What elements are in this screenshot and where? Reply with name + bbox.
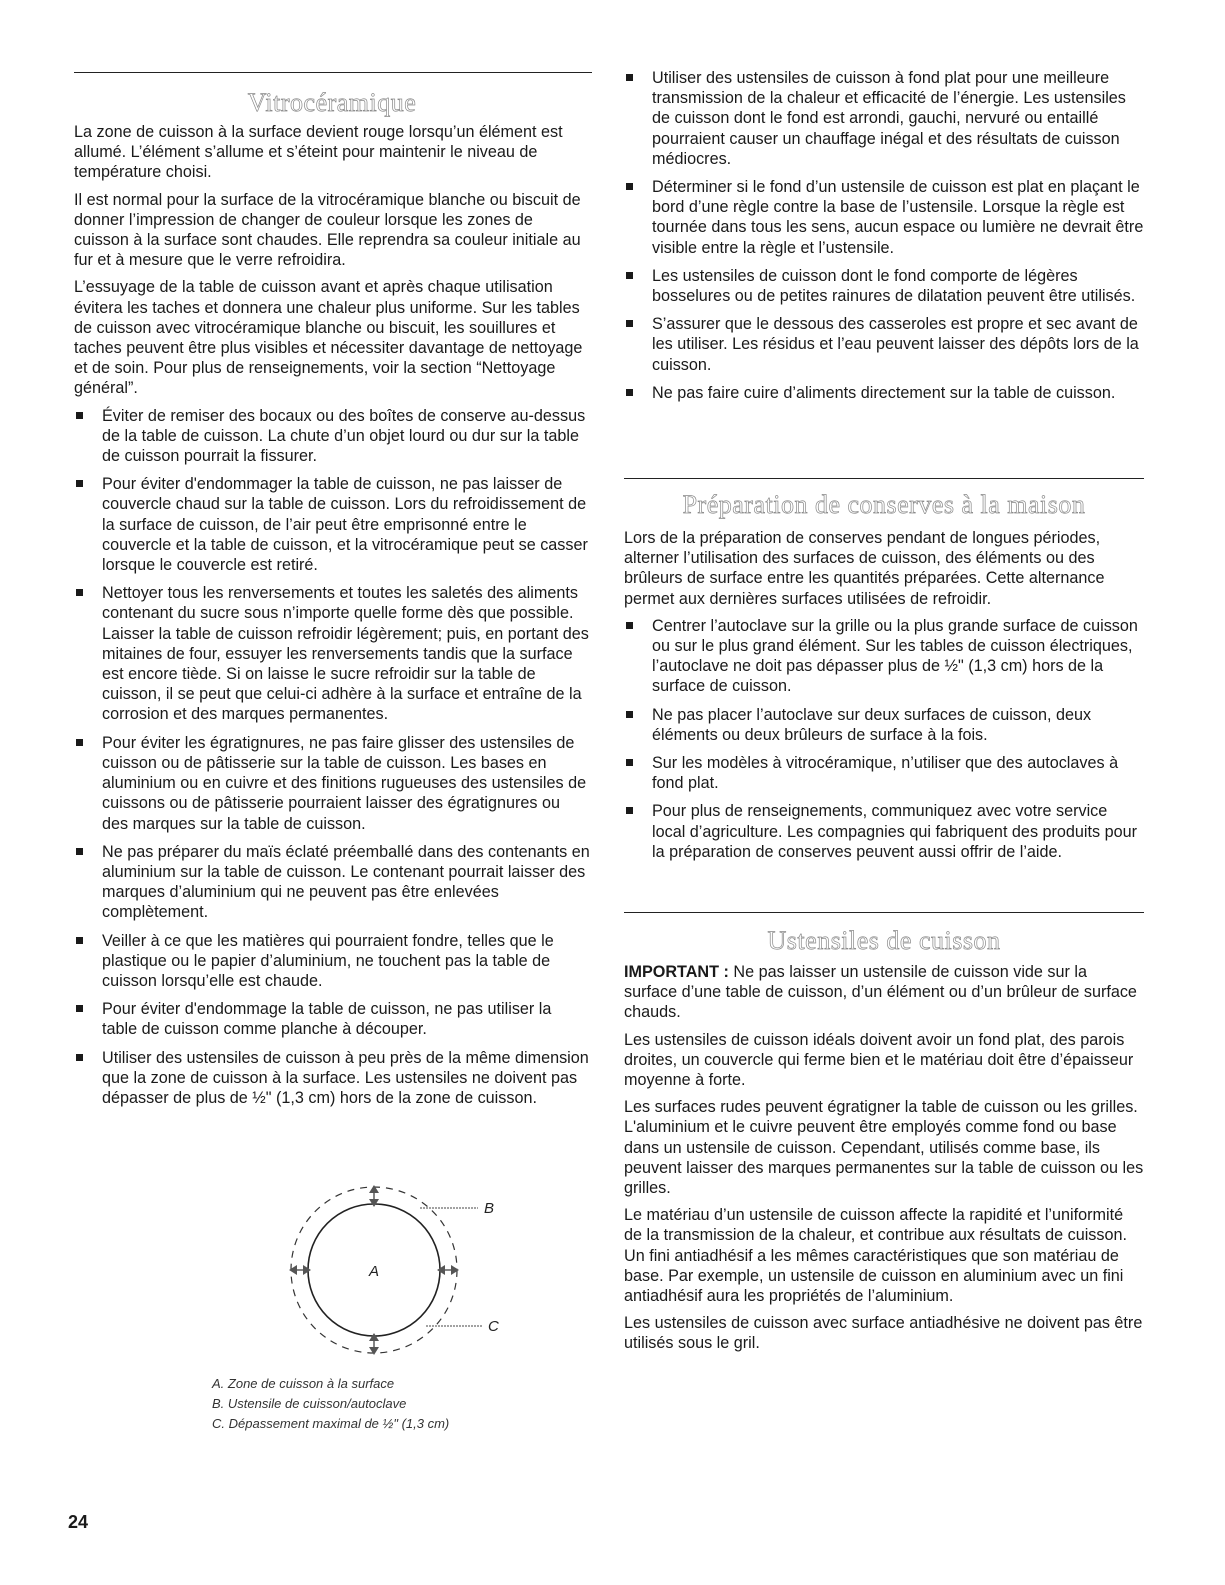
list-item	[624, 801, 1144, 862]
list-item-text: Pour éviter d'endommager la table de cuisson, ne pas laisser de couvercle chaud sur la table de cuisson. Lors du refroidissement de la surface de cuisson, de l’air peut être emprisonné entre le couvercle et la table de cuisson, et la vitrocéramique peut se casser lorsque le couvercle est retiré.	[102, 475, 588, 575]
list-item	[624, 753, 1144, 793]
list-item	[74, 474, 590, 575]
list-item-text: Ne pas faire cuire d’aliments directement sur la table de cuisson.	[652, 383, 1116, 402]
list-item-text: Déterminer si le fond d’un ustensile de cuisson est plat en plaçant le bord d’une règle contre la base de l’ustensile. Lorsque la règle est tournée dans tous les sens, aucun espace ou lumière ne devrait être visible entre la règle et l’ustensile.	[652, 178, 1144, 257]
label-a: A	[369, 1263, 380, 1280]
list-item-text: Les ustensiles de cuisson dont le fond comporte de légères bosselures ou de petites rainures de dilatation peuvent être utilisés.	[652, 266, 1136, 306]
cookware-tips-list	[624, 68, 1144, 411]
list-item-text: Nettoyer tous les renversements et toutes les saletés des aliments contenant du sucre sous n’importe quelle forme dès que possible. Laisser la table de cuisson refroidir légèrement; puis, en portant des mitaines de four, essuyer les renversements tandis que la surface est encore tiède. Si on laisse le sucre refroidir sur la table de cuisson, il se peut que celui-ci adhère à la surface et entraîne de la corrosion et des marques permanentes.	[102, 584, 589, 724]
section-heading-ustensiles: Ustensiles de cuisson	[767, 926, 1001, 955]
section-heading-vitroceramique: Vitrocéramique	[247, 88, 417, 117]
caption-line: B. Ustensile de cuisson/autoclave	[212, 1396, 407, 1411]
section-heading-conserves: Préparation de conserves à la maison	[682, 490, 1086, 519]
bullet-icon	[626, 74, 633, 81]
bullet-list	[624, 68, 1144, 403]
important-text: Ne pas laisser un ustensile de cuisson vide sur la surface d’une table de cuisson, d’un élément ou d’un brûleur de surface chauds.	[624, 963, 1137, 1022]
bullet-icon	[626, 807, 633, 814]
list-item	[74, 842, 590, 923]
bullet-icon	[626, 183, 633, 190]
list-item-text: Utiliser des ustensiles de cuisson à fond plat pour une meilleure transmission de la chaleur et efficacité de l’énergie. Les ustensiles de cuisson dont le fond est arrondi, gauchi, nervuré ou entaillé pourraient causer un chauffage inégal et des résultats de cuisson médiocres.	[652, 69, 1126, 168]
section-divider	[624, 478, 1144, 479]
bullet-icon	[76, 1054, 83, 1061]
bullet-icon	[76, 739, 83, 746]
bullet-list	[624, 616, 1144, 862]
bullet-icon	[76, 412, 83, 419]
list-item-text: Centrer l’autoclave sur la grille ou la plus grande surface de cuisson ou sur le plus grand élément. Sur les tables de cuisson électriques, l’autoclave ne doit pas dépasser plus de ½" (1,3 cm) hors de la surface de cuisson.	[652, 616, 1138, 696]
paragraph: Lors de la préparation de conserves pendant de longues périodes, alterner l’utilisation des surfaces de cuisson, des éléments ou des brûleurs de surface entre les quantités préparées. Cette alternance permet aux dernières surfaces utilisées de refroidir.	[624, 529, 1105, 608]
cookware-overhang-diagram	[214, 1180, 534, 1360]
list-item-text: Éviter de remiser des bocaux ou des boîtes de conserve au-dessus de la table de cuisson. La chute d’un objet lourd ou dur sur la table de cuisson pourrait la fissurer.	[102, 406, 586, 466]
bullet-list	[74, 406, 590, 1109]
section-divider	[624, 912, 1144, 913]
list-item	[74, 406, 590, 467]
list-item	[624, 314, 1144, 375]
canning-section	[624, 528, 1144, 870]
list-item	[624, 68, 1144, 169]
bullet-icon	[626, 272, 633, 279]
list-item-text: S’assurer que le dessous des casseroles est propre et sec avant de les utiliser. Les résidus et l’eau peuvent laisser des dépôts lors de la cuisson.	[652, 315, 1139, 374]
list-item-text: Pour éviter les égratignures, ne pas faire glisser des ustensiles de cuisson ou de pâtisserie sur la table de cuisson. Les bases en aluminium ou en cuivre et des finitions rugueuses des ustensiles de cuissons ou de pâtisserie pourraient laisser des égratignures ou des marques sur la table de cuisson.	[102, 733, 587, 833]
bullet-icon	[76, 480, 83, 487]
paragraph: La zone de cuisson à la surface devient rouge lorsqu’un élément est allumé. L’élément s’allume et s’éteint pour maintenir le niveau de température choisi.	[74, 123, 563, 182]
bullet-icon	[76, 848, 83, 855]
list-item-text: Utiliser des ustensiles de cuisson à peu près de la même dimension que la zone de cuisson à la surface. Les ustensiles ne doivent pas dépasser de plus de ½" (1,3 cm) hors de la zone de cuisson.	[102, 1048, 589, 1107]
label-c: C	[488, 1318, 499, 1335]
bullet-icon	[626, 759, 633, 766]
list-item-text: Ne pas préparer du maïs éclaté préemballé dans des contenants en aluminium sur la table de cuisson. Le contenant pourrait laisser des marques d’aluminium qui ne peuvent pas être enlevées complètement.	[102, 842, 590, 922]
bullet-icon	[76, 1005, 83, 1012]
list-item	[624, 705, 1144, 745]
bullet-icon	[76, 937, 83, 944]
label-b: B	[484, 1200, 495, 1217]
list-item-text: Veiller à ce que les matières qui pourraient fondre, telles que le plastique ou le papier d’aluminium, ne touchent pas la table de cuisson lorsqu’elle est chaude.	[102, 931, 554, 990]
list-item	[624, 383, 1144, 403]
diagram-caption	[212, 1374, 449, 1434]
list-item-text: Pour éviter d'endommage la table de cuisson, ne pas utiliser la table de cuisson comme planche à découper.	[102, 1000, 552, 1039]
cookware-section	[624, 962, 1144, 1361]
list-item	[74, 583, 590, 724]
list-item	[74, 999, 590, 1039]
caption-line: A. Zone de cuisson à la surface	[212, 1376, 395, 1391]
list-item	[74, 1048, 590, 1109]
list-item	[624, 266, 1144, 306]
important-note	[624, 962, 1144, 1023]
list-item	[74, 733, 590, 834]
page-number: 24	[68, 1512, 89, 1532]
list-item	[624, 616, 1144, 697]
list-item-text: Sur les modèles à vitrocéramique, n’utiliser que des autoclaves à fond plat.	[652, 754, 1119, 793]
section-divider	[74, 72, 592, 73]
caption-line: C. Dépassement maximal de ½" (1,3 cm)	[212, 1416, 450, 1431]
paragraph: Les ustensiles de cuisson idéals doivent avoir un fond plat, des parois droites, un couvercle qui ferme bien et le matériau doit être d’épaisseur moyenne à forte.	[624, 1030, 1134, 1090]
important-label: IMPORTANT :	[624, 963, 729, 981]
bullet-icon	[626, 622, 633, 629]
paragraph: Les surfaces rudes peuvent égratigner la table de cuisson ou les grilles. L'aluminium et le cuivre peuvent être employés comme fond ou base dans un ustensile de cuisson. Cependant, utilisés comme base, ils peuvent laisser des marques permanentes sur la table de cuisson ou les grilles.	[624, 1098, 1144, 1198]
list-item	[624, 177, 1144, 258]
list-item	[74, 931, 590, 992]
paragraph: Les ustensiles de cuisson avec surface antiadhésive ne doivent pas être utilisés sous le gril.	[624, 1314, 1143, 1353]
bullet-icon	[626, 320, 633, 327]
bullet-icon	[626, 389, 633, 396]
list-item-text: Pour plus de renseignements, communiquez avec votre service local d’agriculture. Les compagnies qui fabriquent des produits pour la préparation de conserves peuvent aussi offrir de l’aide.	[652, 802, 1138, 861]
paragraph: Il est normal pour la surface de la vitrocéramique blanche ou biscuit de donner l’impression de changer de couleur lorsque les zones de cuisson à la surface sont chaudes. Elle reprendra sa couleur initiale au fur et à mesure que le verre refroidira.	[74, 190, 581, 270]
paragraph: Le matériau d’un ustensile de cuisson affecte la rapidité et l’uniformité de la transmission de la chaleur, et contribue aux résultats de cuisson. Un fini antiadhésif a les mêmes caractéristiques que son matériau de base. Par exemple, un ustensile de cuisson en aluminium avec un fini antiadhésif aura les propriétés de l’aluminium.	[624, 1206, 1127, 1306]
bullet-icon	[76, 589, 83, 596]
vitroceramique-text	[74, 122, 590, 1116]
paragraph: L’essuyage de la table de cuisson avant et après chaque utilisation évitera les taches et donnera une chaleur plus uniforme. Sur les tables de cuisson avec vitrocéramique blanche ou biscuit, les souillures et taches peuvent être plus visibles et nécessiter davantage de nettoyage et de soin. Pour plus de renseignements, voir la section “Nettoyage général”.	[74, 278, 583, 398]
list-item-text: Ne pas placer l’autoclave sur deux surfaces de cuisson, deux éléments ou deux brûleurs de surface à la fois.	[652, 705, 1092, 744]
bullet-icon	[626, 711, 633, 718]
